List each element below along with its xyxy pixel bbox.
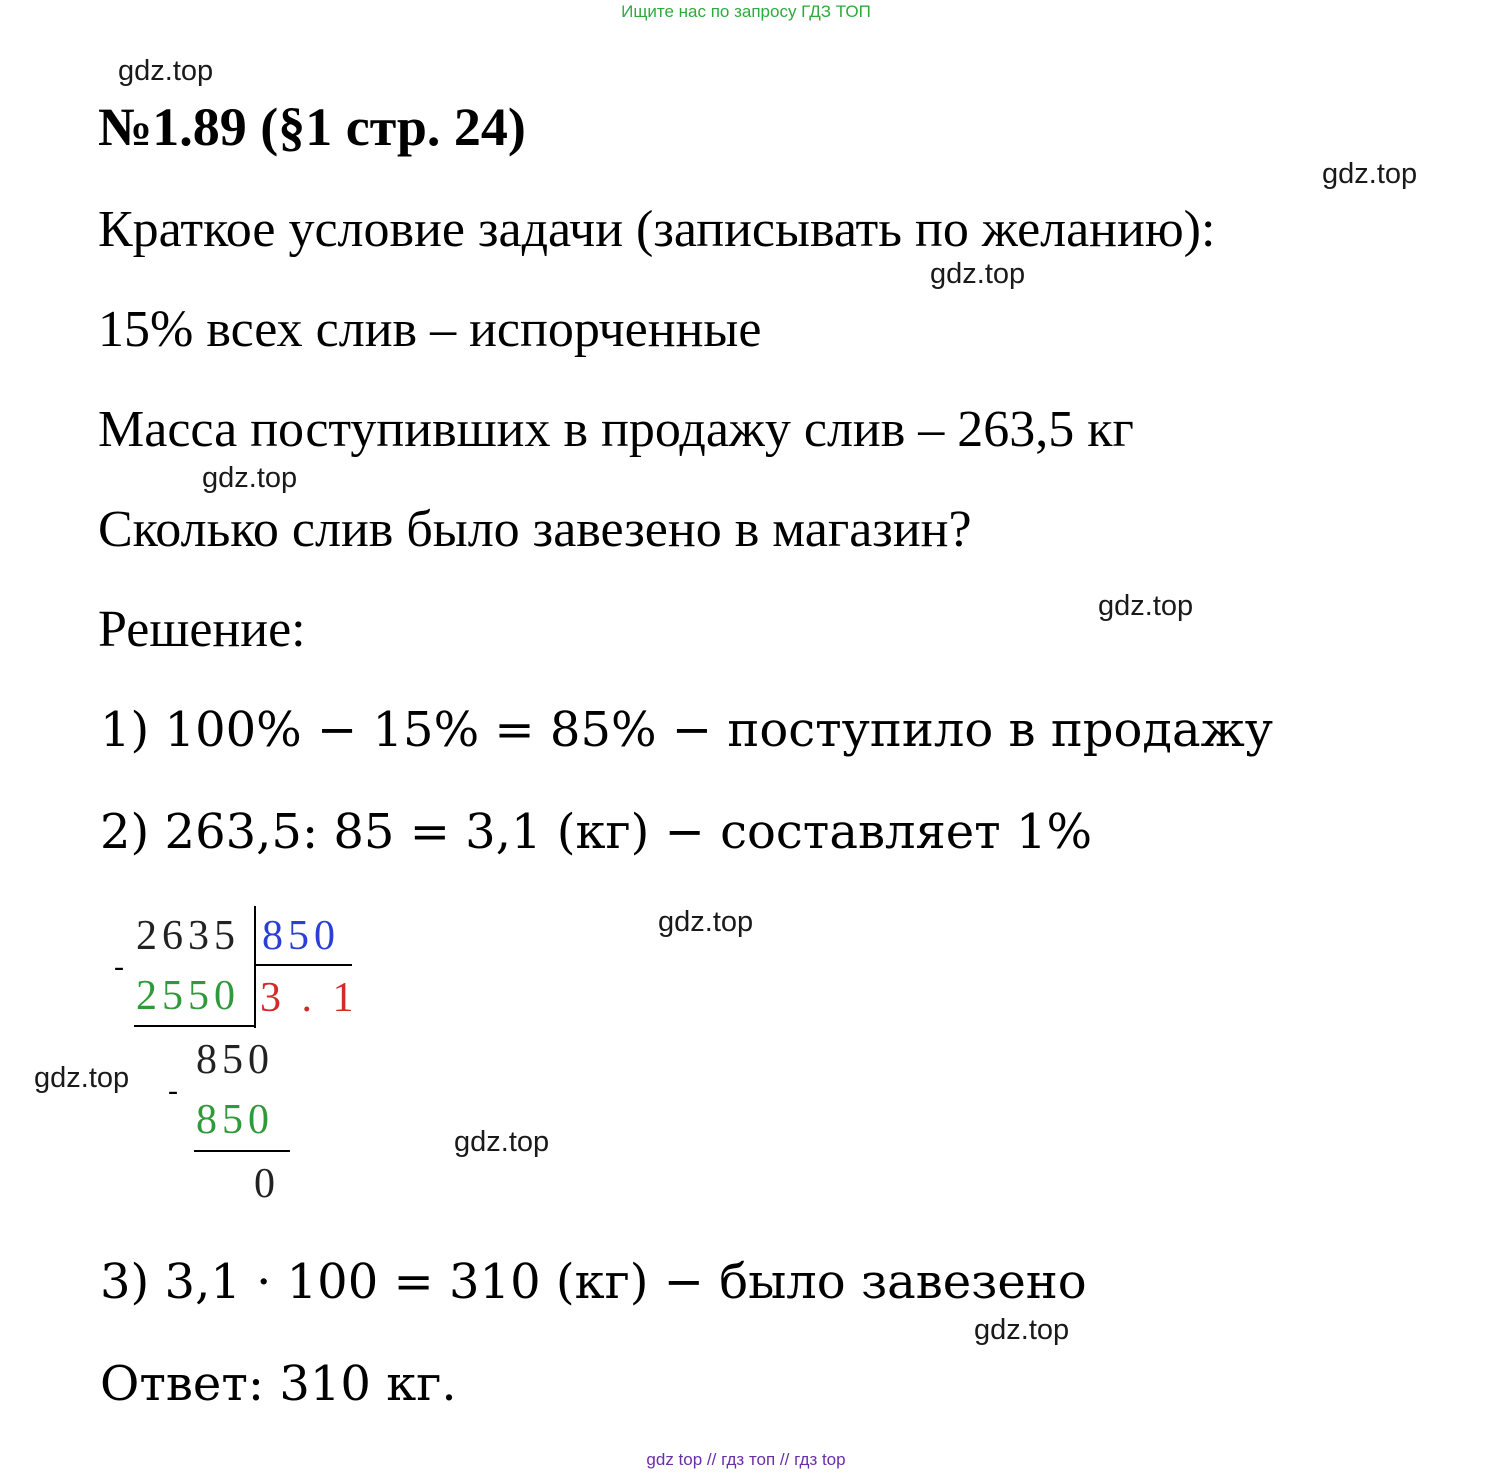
division-vertical-bar: [254, 906, 256, 1028]
solution-header: Решение:: [98, 601, 306, 658]
top-banner[interactable]: Ищите нас по запросу ГДЗ ТОП: [621, 2, 871, 21]
watermark: gdz.top: [974, 1314, 1070, 1346]
watermark: gdz.top: [118, 55, 214, 87]
minus-sign: -: [168, 1074, 178, 1107]
watermark: gdz.top: [454, 1126, 550, 1158]
first-subtrahend: 2550: [136, 973, 240, 1019]
minus-sign: -: [114, 950, 124, 983]
division-underline-1: [134, 1025, 254, 1027]
condition-line-2: Масса поступивших в продажу слив – 263,5 кг: [98, 401, 1134, 458]
division-underline-2: [194, 1150, 290, 1152]
condition-line-1: 15% всех слив – испорченные: [98, 301, 762, 358]
watermark: gdz.top: [658, 906, 754, 938]
divisor: 850: [262, 913, 340, 959]
quotient: 3 . 1: [260, 975, 359, 1021]
watermark: gdz.top: [930, 258, 1026, 290]
watermark: gdz.top: [1322, 158, 1418, 190]
answer-line: Ответ: 310 кг.: [100, 1356, 457, 1412]
watermark: gdz.top: [202, 462, 298, 494]
remainder-1: 850: [196, 1037, 274, 1083]
watermark: gdz.top: [34, 1062, 130, 1094]
page-title: №1.89 (§1 стр. 24): [98, 97, 526, 157]
solution-step-3: 3) 3,1 · 100 = 310 (кг) − было завезено: [100, 1254, 1087, 1310]
footer-links[interactable]: gdz top // гдз топ // гдз top: [646, 1450, 846, 1469]
second-subtrahend: 850: [196, 1097, 274, 1143]
final-remainder: 0: [254, 1161, 280, 1207]
watermark: gdz.top: [1098, 590, 1194, 622]
dividend: 2635: [136, 913, 240, 959]
condition-header: Краткое условие задачи (записывать по желанию):: [98, 201, 1216, 258]
solution-step-2: 2) 263,5: 85 = 3,1 (кг) − составляет 1%: [100, 804, 1093, 860]
division-divisor-bar: [254, 964, 352, 966]
solution-step-1: 1) 100% − 15% = 85% − поступило в продажу: [100, 702, 1273, 758]
question-line: Сколько слив было завезено в магазин?: [98, 501, 972, 558]
